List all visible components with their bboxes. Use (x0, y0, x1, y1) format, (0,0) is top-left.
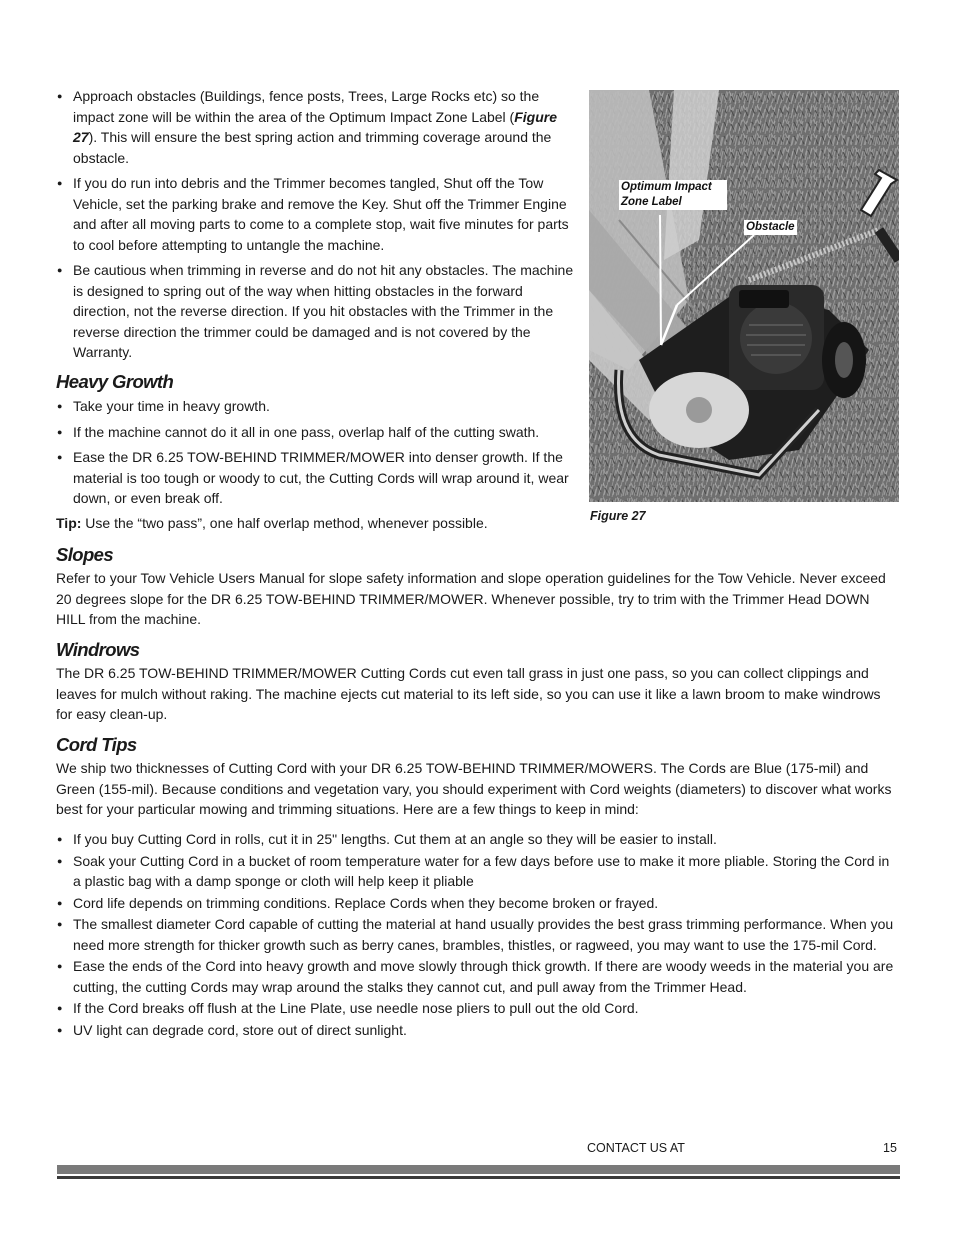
intro-bullet-list (56, 86, 576, 368)
footer-contact: CONTACT US AT (587, 1141, 685, 1155)
direction-arrow-icon (855, 168, 899, 220)
footer-rule-thick (57, 1165, 900, 1174)
windrows-paragraph: The DR 6.25 TOW-BEHIND TRIMMER/MOWER Cutting Cords cut even tall grass in just one pass, so you can collect clippings and leaves for mulch without raking. The machine ejects cut material to its left side, so you can use it like a lawn broom to make windrows for easy clean-up. (56, 665, 881, 722)
trimmer-photo-illustration (589, 90, 899, 502)
list-item: ● The smallest diameter Cord capable of cutting the material at hand usually provides the best grass trimming performance. When you need more strength for thicker growth such as berry canes, brambles, thistles, or ragweed, you may want to use the 175-mil Cord. (56, 914, 898, 955)
label-obstacle: Obstacle (746, 221, 795, 233)
list-item: ● Ease the DR 6.25 TOW-BEHIND TRIMMER/MOWER into denser growth. If the material is too tough or woody to cut, the Cutting Cords will wrap around it, wear down, or even break off. (56, 447, 576, 509)
list-item: ● If you do run into debris and the Trimmer becomes tangled, Shut off the Tow Vehicle, set the parking brake and remove the Key. Shut off the Trimmer Engine and after all moving parts to come to a complete stop, wait five minutes for parts to cool before attempting to untangle the machine. (56, 173, 576, 255)
list-item: ● Take your time in heavy growth. (56, 396, 576, 417)
page-number: 15 (883, 1141, 897, 1155)
cord-tips-bullet-list (56, 829, 898, 1041)
label-optimum-impact-zone: Optimum Impact Zone Label (619, 180, 727, 210)
figure-caption: Figure 27 (590, 509, 646, 523)
list-item: ● Soak your Cutting Cord in a bucket of room temperature water for a few days before use to make it more pliable. Storing the Cord in a plastic bag with a damp sponge or cloth will help keep it pliable (56, 851, 898, 892)
section-heading-windrows: Windrows (56, 639, 140, 660)
slopes-paragraph: Refer to your Tow Vehicle Users Manual for slope safety information and slope operation guidelines for the Tow Vehicle. Never exceed 20 degrees slope for the DR 6.25 TOW-BEHIND TRIMMER/MOWER. Whenever possible, try to trim with the Trimmer Head DOWN HILL from the machine. (56, 570, 886, 627)
figure-reference: Figure 27 (73, 108, 557, 145)
list-item: ● Ease the ends of the Cord into heavy growth and move slowly through thick growth. If there are woody weeds in the material you are cutting, the cutting Cords may wrap around the stalks they cannot cut, and pull away from the Trimmer Head. (56, 956, 898, 997)
list-item: ● If you buy Cutting Cord in rolls, cut it in 25" lengths. Cut them at an angle so they will be easier to install. (56, 829, 898, 850)
list-item: ● UV light can degrade cord, store out of direct sunlight. (56, 1020, 898, 1041)
list-item: ● If the machine cannot do it all in one pass, overlap half of the cutting swath. (56, 422, 576, 443)
figure-27-photo (589, 90, 899, 502)
list-item: ● Be cautious when trimming in reverse and do not hit any obstacles. The machine is designed to spring out of the way when hitting obstacles in the forward direction, not the reverse direction. If you hit obstacles with the Trimmer in the reverse direction the trimmer could be damaged and is not covered by the Warranty. (56, 260, 576, 363)
section-heading-slopes: Slopes (56, 544, 114, 565)
heavy-growth-bullet-list (56, 396, 576, 514)
section-heading-heavy-growth: Heavy Growth (56, 371, 174, 392)
tip-label: Tip: (56, 515, 82, 531)
list-item: ● Approach obstacles (Buildings, fence posts, Trees, Large Rocks etc) so the impact zone will be within the area of the Optimum Impact Zone Label (Figure 27). This will ensure the best spring action and trimming coverage around the obstacle. (56, 86, 576, 168)
list-item: ● Cord life depends on trimming conditions. Replace Cords when they become broken or frayed. (56, 893, 898, 914)
cord-tips-paragraph: We ship two thicknesses of Cutting Cord with your DR 6.25 TOW-BEHIND TRIMMER/MOWERS. The Cords are Blue (175-mil) and Green (155-mil). Because conditions and vegetation vary, you should experiment with Cord weights (diameters) to discover what works best for your particular mowing and trimming situations. Here are a few things to keep in mind: (56, 760, 892, 817)
tip-paragraph: Tip: Use the “two pass”, one half overlap method, whenever possible. (56, 515, 488, 531)
footer-rule-thin (57, 1176, 900, 1179)
section-heading-cord-tips: Cord Tips (56, 734, 137, 755)
list-item: ● If the Cord breaks off flush at the Line Plate, use needle nose pliers to pull out the old Cord. (56, 998, 898, 1019)
